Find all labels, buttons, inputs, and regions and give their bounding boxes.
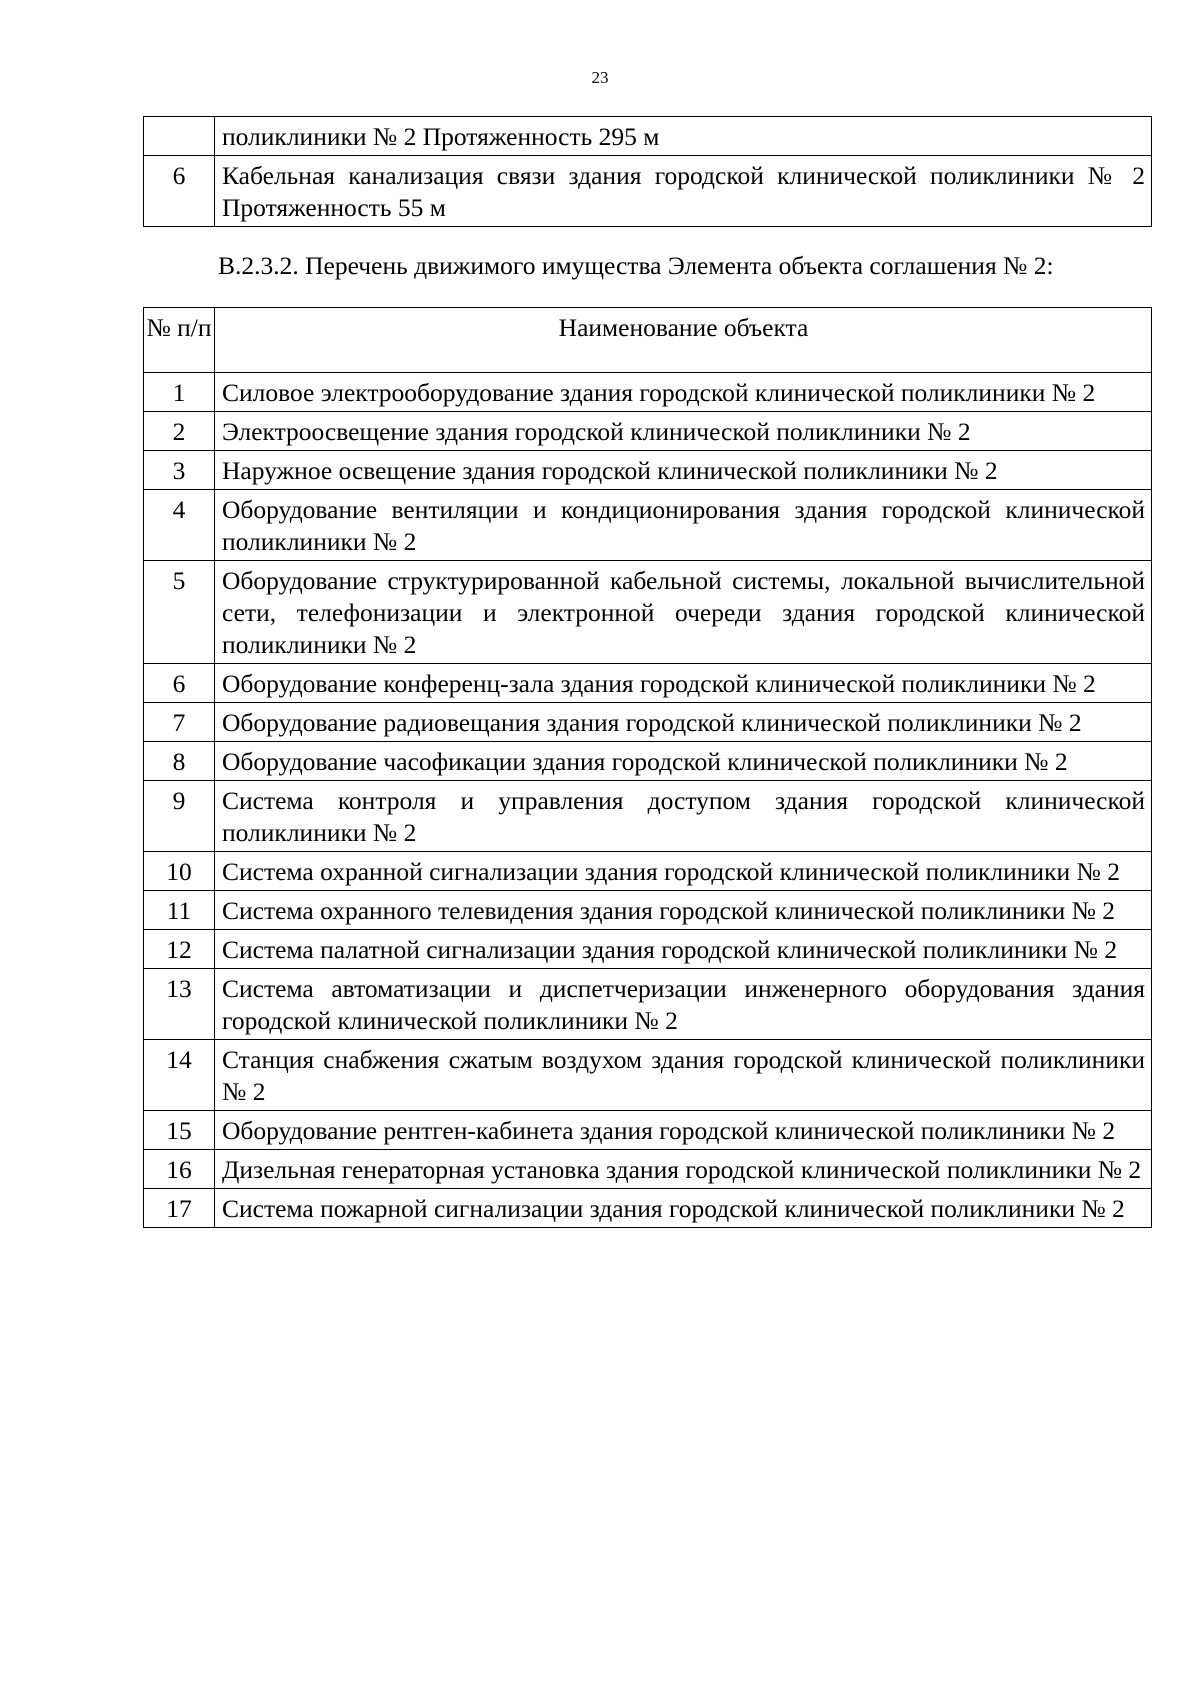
object-name: Станция снабжения сжатым воздухом здания городской клинической поликлиники № 2 [215,1040,1152,1111]
row-number: 4 [144,490,215,561]
row-number: 12 [144,930,215,969]
object-name: Оборудование радиовещания здания городской клинической поликлиники № 2 [215,703,1152,742]
table-row [144,969,1152,1040]
table-row [144,891,1152,930]
table-row [144,451,1152,490]
table-row [144,781,1152,852]
table-row [144,412,1152,451]
object-name: Система пожарной сигнализации здания городской клинической поликлиники № 2 [215,1189,1152,1228]
row-number: 16 [144,1150,215,1189]
row-number: 3 [144,451,215,490]
object-name: Оборудование часофикации здания городской клинической поликлиники № 2 [215,742,1152,781]
object-name: Силовое электрооборудование здания городской клинической поликлиники № 2 [215,373,1152,412]
object-name: Оборудование рентген-кабинета здания городской клинической поликлиники № 2 [215,1111,1152,1150]
object-name: Оборудование конференц-зала здания городской клинической поликлиники № 2 [215,664,1152,703]
row-number: 13 [144,969,215,1040]
table-row [144,1189,1152,1228]
row-number: 8 [144,742,215,781]
object-name: Система контроля и управления доступом здания городской клинической поликлиники № 2 [215,781,1152,852]
object-name: Кабельная канализация связи здания городской клинической поликлиники № 2 Протяженность 55 м [215,156,1152,227]
movable-property-table [143,307,1152,1228]
row-number: 5 [144,561,215,664]
object-name: Система палатной сигнализации здания городской клинической поликлиники № 2 [215,930,1152,969]
object-name: Система охранного телевидения здания городской клинической поликлиники № 2 [215,891,1152,930]
object-name: Оборудование структурированной кабельной системы, локальной вычислительной сети, телефонизации и электронной очереди здания городской клинической поликлиники № 2 [215,561,1152,664]
table-row [144,373,1152,412]
row-number: 15 [144,1111,215,1150]
column-header-number: № п/п [144,308,215,373]
table-row [144,490,1152,561]
row-number: 6 [144,156,215,227]
section-heading: В.2.3.2. Перечень движимого имущества Элемента объекта соглашения № 2: [218,251,1054,280]
table-row [144,742,1152,781]
object-name: Оборудование вентиляции и кондиционирования здания городской клинической поликлиники № 2 [215,490,1152,561]
row-number: 6 [144,664,215,703]
row-number: 14 [144,1040,215,1111]
table-row [144,930,1152,969]
table-row [144,1040,1152,1111]
row-number: 10 [144,852,215,891]
page-number: 23 [591,68,609,87]
row-number: 11 [144,891,215,930]
row-number: 1 [144,373,215,412]
object-name: поликлиники № 2 Протяженность 295 м [215,117,1152,156]
table-row [144,664,1152,703]
table-row [144,117,1152,156]
object-name: Система автоматизации и диспетчеризации инженерного оборудования здания городской клинической поликлиники № 2 [215,969,1152,1040]
table-row [144,1150,1152,1189]
row-number: 7 [144,703,215,742]
row-number: 2 [144,412,215,451]
object-name: Система охранной сигнализации здания городской клинической поликлиники № 2 [215,852,1152,891]
table-row [144,561,1152,664]
table-header-row [144,308,1152,373]
object-name: Наружное освещение здания городской клинической поликлиники № 2 [215,451,1152,490]
table-row [144,1111,1152,1150]
table-row [144,852,1152,891]
table-row [144,156,1152,227]
row-number: 17 [144,1189,215,1228]
row-number: 9 [144,781,215,852]
object-name: Электроосвещение здания городской клинической поликлиники № 2 [215,412,1152,451]
object-name: Дизельная генераторная установка здания городской клинической поликлиники № 2 [215,1150,1152,1189]
column-header-name: Наименование объекта [215,308,1152,373]
row-number [144,117,215,156]
continued-property-table [143,116,1152,227]
table-row [144,703,1152,742]
